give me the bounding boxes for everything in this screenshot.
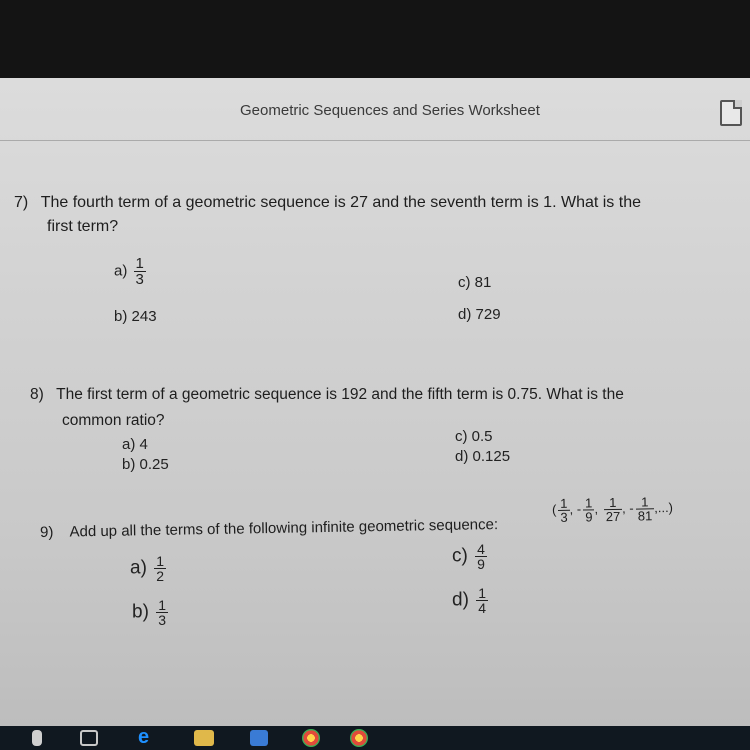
question-7-option-c[interactable]: c) 81 [458,274,492,291]
sequence-term-2: $\frac{1}{9}$ [584,495,593,525]
sequence-term-3: $\frac{1}{27}$ [605,494,621,525]
question-8-text-line2: common ratio? [62,412,165,429]
file-explorer-icon[interactable] [194,730,214,746]
document-title: Geometric Sequences and Series Worksheet [240,102,540,119]
fraction: $\frac{1}{3}$ [158,597,166,628]
question-9-number: 9) [39,523,54,541]
fraction: $\frac{1}{3}$ [135,255,144,288]
question-9-option-a[interactable]: a) $\frac{1}{2}$ [130,553,164,584]
question-9 [40,514,498,544]
header-divider [0,140,750,141]
question-9-sequence: ( $\frac{1}{3}$ , - $\frac{1}{9}$ , $\frac{1}{27}$ , - $\frac{1}{81}$ ,...) [551,494,674,525]
worksheet-page [0,78,750,726]
document-edit-icon[interactable] [720,100,742,126]
sequence-term-1: $\frac{1}{3}$ [560,495,568,525]
question-7-text-line1: The fourth term of a geometric sequence is 27 and the seventh term is 1. What is the [40,194,641,211]
question-7-option-d[interactable]: d) 729 [458,306,501,323]
question-8-option-b[interactable]: b) 0.25 [122,456,169,473]
task-view-icon[interactable] [80,730,98,746]
question-8-option-c[interactable]: c) 0.5 [455,428,493,445]
question-7-text-line2: first term? [47,218,119,235]
question-9-option-d[interactable]: d) $\frac{1}{4}$ [452,585,486,616]
question-8-text-line1: The first term of a geometric sequence is 192 and the fifth term is 0.75. What is the [56,386,624,403]
question-9-text: Add up all the terms of the following infinite geometric sequence: [69,516,499,541]
chrome-icon[interactable] [302,729,320,747]
question-9-option-c[interactable]: c) $\frac{4}{9}$ [452,541,485,572]
sequence-term-4: $\frac{1}{81}$ [637,494,653,524]
question-7-option-a[interactable]: a) $\frac{1}{3}$ [114,255,144,288]
fraction: $\frac{4}{9}$ [477,541,485,572]
monitor-bezel [0,0,750,78]
fraction: $\frac{1}{2}$ [156,553,164,584]
question-8 [30,384,624,406]
question-8-option-d[interactable]: d) 0.125 [455,448,511,465]
microphone-icon[interactable] [32,730,42,746]
fraction: $\frac{1}{4}$ [478,585,486,616]
question-9-option-b[interactable]: b) $\frac{1}{3}$ [132,597,166,628]
taskbar [0,726,750,750]
question-8-option-a[interactable]: a) 4 [122,436,148,453]
question-7-number: 7) [14,194,29,211]
question-8-number: 8) [30,386,44,403]
store-icon[interactable] [250,730,268,746]
question-7-option-b[interactable]: b) 243 [114,308,157,325]
question-7 [14,192,641,214]
chrome-icon-2[interactable] [350,729,368,747]
edge-icon[interactable]: e [138,726,150,748]
